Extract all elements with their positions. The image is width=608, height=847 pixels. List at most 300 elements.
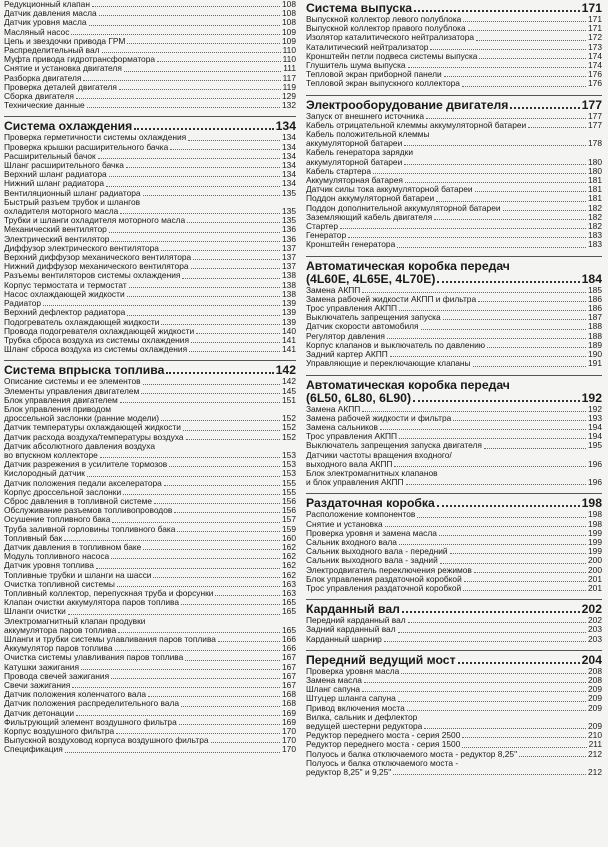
toc-entry[interactable] [306,222,602,231]
toc-entry-page: 156 [282,505,296,516]
toc-entry-title: Замена АКПП [306,284,361,295]
toc-entry[interactable] [4,290,296,299]
toc-entry-page: 152 [282,413,296,424]
dot-leader [170,149,280,150]
dot-leader [406,484,586,485]
toc-entry-page: 182 [588,221,602,232]
section-auto1-title[interactable]: Автоматическая коробка передач [306,256,602,273]
section-auto1-subtitle: (4L60E, 4L65E, 4L70E) 184 [306,271,602,286]
toc-entry-page: 141 [282,334,296,345]
dot-leader [426,118,586,119]
toc-entry-title: Кислородный датчик [4,468,85,479]
dot-leader [407,710,586,711]
toc-entry-title: аккумулятора паров топлива [4,624,117,635]
toc-entry[interactable] [306,359,602,368]
toc-entry-title: Элементы управления двигателем [4,385,140,396]
toc-entry-title: Электромагнитный клапан продувки [4,615,146,626]
dot-leader [478,301,586,302]
toc-entry-title: Сборка двигателя [4,91,74,102]
dot-leader [362,411,586,412]
toc-entry-page: 108 [282,17,296,28]
section-front-axle[interactable]: Передний ведущий мост 204 [306,650,602,667]
toc-entry-title: Шланг сапуна [306,684,361,695]
dot-leader [384,641,586,642]
toc-entry-title: Вилка, сальник и дефлектор [306,711,418,722]
toc-entry-title: Описание системы и ее элементов [4,376,141,387]
toc-entry-title: Клапан очистки аккумулятора паров топлива [4,597,180,608]
toc-entry-page: 193 [588,412,602,423]
dot-leader [424,728,586,729]
toc-entry-title: Замена сальников [306,421,379,432]
toc-entry-page: 165 [282,624,296,635]
dot-leader [161,250,280,251]
toc-entry-title: Кабель генератора зарядки [306,147,414,158]
toc-entry-title: Обслуживание разъемов топливопроводов [4,505,173,516]
toc-entry-page: 183 [588,230,602,241]
toc-entry-title: Технические данные [4,100,85,111]
toc-entry-title: Передний карданный вал [306,615,406,626]
dot-leader [364,682,586,683]
toc-entry-title: Генератор [306,230,347,241]
toc-entry-title: Замена рабочей жидкости и фильтра [306,412,452,423]
toc-entry-title: Радиатор [4,298,42,309]
toc-entry[interactable] [306,584,602,593]
toc-entry[interactable] [306,478,602,487]
toc-entry-page: 167 [282,680,296,691]
toc-entry-page: 167 [282,661,296,672]
toc-entry-title: Разъемы вентиляторов системы охлаждения [4,270,181,281]
dot-leader [129,287,280,288]
dot-leader [393,774,586,775]
toc-entry-page: 169 [282,707,296,718]
toc-entry-page: 134 [282,160,296,171]
dot-leader [126,167,280,168]
toc-entry-page: 108 [282,0,296,9]
dot-leader [127,315,280,316]
toc-entry-page: 172 [588,32,602,43]
dot-leader [127,43,280,44]
dot-leader [528,127,586,128]
dot-leader [120,213,280,214]
dot-leader [399,310,586,311]
toc-entry-title: Датчик давления масла [4,8,97,19]
dot-leader [398,632,586,633]
dot-leader [76,98,280,99]
dot-leader [65,752,280,753]
toc-entry-title: и блок управления АКПП [306,477,404,488]
toc-entry-title: Датчик давления в топливном баке [4,541,142,552]
toc-entry-title: Провода свечей зажигания [4,670,110,681]
toc-entry-page: 188 [588,321,602,332]
toc-entry-page: 209 [588,684,602,695]
toc-entry-page: 135 [282,215,296,226]
toc-entry-title: Датчик уровня топлива [4,560,94,571]
dot-leader [111,241,280,242]
toc-entry-title: Блок управления раздаточной коробкой [306,573,462,584]
dot-leader [404,164,586,165]
toc-entry[interactable] [306,635,602,644]
dot-leader [405,182,586,183]
dot-leader [81,669,280,670]
toc-entry-page: 183 [588,239,602,250]
toc-entry-page: 163 [282,578,296,589]
dot-leader [380,429,586,430]
group-cooling [4,133,296,354]
toc-entry-page: 174 [588,50,602,61]
toc-entry-title: Сброс давления в топливной системе [4,495,153,506]
dot-leader [348,237,586,238]
toc-entry-page: 169 [282,716,296,727]
toc-entry-title: Датчик разрежения в усилителе тормозов [4,459,168,470]
dot-leader [473,366,586,367]
dot-leader [462,737,586,738]
toc-entry-title: Поддон аккумуляторной батареи [306,193,435,204]
toc-entry-title: Редуктор переднего моста - серия 1500 [306,739,461,750]
dot-leader [174,512,280,513]
toc-entry-page: 181 [588,184,602,195]
toc-entry-page: 138 [282,288,296,299]
dot-leader [340,228,586,229]
toc-entry-title: Проверка уровня масла [306,665,400,676]
toc-entry-title: Проверка уровня и замена масла [306,527,437,538]
dot-leader [373,173,586,174]
dot-leader [68,614,280,615]
toc-entry-title: Модуль топливного насоса [4,551,110,562]
toc-entry-page: 137 [282,242,296,253]
toc-entry-title: Сальник выходного вала - задний [306,555,438,566]
dot-leader [464,581,586,582]
dot-leader [71,34,280,35]
section-fuel[interactable]: Система впрыска топлива 142 [4,360,296,377]
toc-entry[interactable] [4,745,296,754]
dot-leader [148,696,280,697]
toc-entry-page: 203 [588,633,602,644]
toc-entry-title: Очистка системы улавливания паров топлива [4,652,184,663]
toc-entry-page: 182 [588,211,602,222]
toc-entry-title: Топливный бак [4,532,63,543]
toc-entry-page: 209 [588,693,602,704]
section-exhaust[interactable]: Система выпуска 171 [306,1,602,15]
dot-leader [102,52,281,53]
toc-entry-title: Труба заливной горловины топливного бака [4,523,176,534]
dot-leader [439,535,586,536]
toc-entry-page: 192 [588,403,602,414]
dot-leader [189,351,280,352]
group-electrical [306,112,602,250]
dot-leader [182,278,280,279]
toc-entry-title: Замена рабочей жидкости АКПП и фильтра [306,293,477,304]
toc-entry-page: 173 [588,41,602,52]
dot-leader [123,494,280,495]
toc-entry-page: 167 [282,670,296,681]
toc-entry-page: 167 [282,652,296,663]
dot-leader [193,259,280,260]
toc-entry-page: 177 [588,110,602,121]
dot-leader [72,687,280,688]
toc-entry-title: Датчик положения распределительного вала [4,698,180,709]
dot-leader [443,319,586,320]
toc-entry-title: Корпус клапанов и выключатель по давлению [306,339,486,350]
toc-entry-page: 165 [282,597,296,608]
toc-entry-page: 180 [588,165,602,176]
dot-leader [215,595,280,596]
toc-entry-title: Выпускной коллектор левого полублока [306,14,462,24]
dot-leader [186,439,280,440]
dot-leader [181,604,280,605]
dot-leader [181,706,280,707]
toc-entry-page: 189 [588,339,602,350]
toc-entry-page: 151 [282,394,296,405]
toc-entry-title: Датчик температуры охлаждающей жидкости [4,422,181,433]
toc-entry-page: 181 [588,175,602,186]
toc-entry-title: Редуктор переднего моста - серия 2500 [306,730,461,741]
toc-entry-title: Каталитический нейтрализатор [306,41,429,52]
dot-leader [143,549,280,550]
toc-entry-page: 117 [282,72,296,83]
section-driveshaft[interactable]: Карданный вал 202 [306,599,602,616]
toc-entry-title: Задний карданный вал [306,624,396,635]
toc-entry-page: 171 [588,14,602,24]
toc-entry-page: 155 [282,477,296,488]
toc-entry-page: 153 [282,468,296,479]
toc-entry-page: 208 [588,665,602,676]
toc-entry-title: Трос управления раздаточной коробкой [306,582,462,593]
dot-leader [96,568,280,569]
toc-entry-page: 196 [588,477,602,488]
toc-entry-title: Расположение компонентов [306,509,416,520]
toc-entry-page: 182 [588,202,602,213]
toc-entry-title: Аккумуляторная батарея [306,175,403,186]
dot-leader [487,347,586,348]
toc-entry-page: 185 [588,284,602,295]
toc-entry-title: Муфта привода гидротрансформатора [4,54,156,65]
dot-leader [141,393,280,394]
toc-entry-title: Датчик силы тока аккумуляторной батареи [306,184,473,195]
dot-leader [143,384,280,385]
section-auto2-subtitle: (6L50, 6L80, 6L90) 192 [306,390,602,405]
section-cooling[interactable]: Система охлаждения 134 [4,116,296,133]
toc-entry-title: Нижний диффузор механического вентилятора [4,261,189,272]
dot-leader [187,222,280,223]
dot-leader [211,742,281,743]
toc-entry-title: ведущей шестерни редуктора [306,720,423,731]
dot-leader [161,324,280,325]
dot-leader [111,558,280,559]
dot-leader [404,145,586,146]
toc-entry-title: дроссельной заслонки (ранние модели) [4,413,159,424]
dot-leader [430,49,586,50]
toc-entry-title: аккумуляторной батареи [306,138,403,149]
toc-entry-page: 170 [282,726,296,737]
toc-entry-title: Задний картер АКПП [306,349,388,360]
toc-entry-page: 168 [282,689,296,700]
dot-leader [440,563,586,564]
dot-leader [164,485,280,486]
toc-entry-title: Привод включения моста [306,702,405,713]
dot-leader [179,724,280,725]
toc-entry[interactable] [4,345,296,354]
dot-leader [462,86,586,87]
toc-entry-page: 134 [282,169,296,180]
toc-entry-title: Шланг расширительного бачка [4,160,124,171]
toc-entry-title: Трос управления АКПП [306,431,397,442]
dot-leader [92,6,280,7]
toc-entry-title: Электродвигатель переключения режимов [306,564,472,575]
toc-entry[interactable] [4,101,296,110]
toc-entry-page: 138 [282,279,296,290]
dot-leader [444,76,586,77]
dot-leader [118,632,280,633]
toc-entry-title: Замена масла [306,674,362,685]
toc-entry-page: 140 [282,325,296,336]
dot-leader [450,553,586,554]
toc-entry-page: 136 [282,224,296,235]
toc-entry-page: 180 [588,156,602,167]
dot-leader [453,420,586,421]
toc-entry-page: 187 [588,312,602,323]
toc-entry-page: 138 [282,270,296,281]
dot-leader [417,517,586,518]
toc-entry-title: Верхний дефлектор радиатора [4,307,126,318]
dot-leader [463,590,586,591]
toc-entry-title: Блок управления приводом [4,403,112,414]
group-auto2 [306,405,602,488]
toc-entry-title: Полуось и балка отключаемого моста - [306,757,459,768]
dot-leader [401,673,586,674]
dot-leader [76,715,280,716]
dot-leader [421,329,586,330]
toc-entry-page: 108 [282,8,296,19]
toc-entry-page: 186 [588,303,602,314]
toc-entry-page: 166 [282,643,296,654]
toc-entry-page: 162 [282,551,296,562]
toc-entry-title: Верхний диффузор механического вентилятора [4,252,192,263]
dot-leader [112,522,280,523]
section-electrical[interactable]: Электрооборудование двигателя 177 [306,95,602,112]
toc-entry-page: 200 [588,555,602,566]
toc-entry-page: 139 [282,307,296,318]
dot-leader [183,430,280,431]
toc-entry-page: 111 [283,63,296,74]
toc-entry-page: 209 [588,720,602,731]
dot-leader [115,650,280,651]
toc-entry-page: 137 [282,261,296,272]
group-auto1 [306,286,602,369]
toc-entry-title: Спецификация [4,744,63,755]
dot-leader [87,476,280,477]
toc-entry-title: Заземляющий кабель двигателя [306,211,433,222]
toc-entry-page: 212 [588,767,602,777]
dot-leader [106,186,280,187]
toc-entry-page: 134 [282,141,296,152]
section-transfer[interactable]: Раздаточная коробка 198 [306,493,602,510]
dot-leader [117,586,280,587]
toc-entry-page: 170 [282,735,296,746]
toc-entry-title: Трубки и шланги охладителя моторного масла [4,215,186,226]
toc-entry-page: 199 [588,536,602,547]
dot-leader [408,622,586,623]
dot-leader [394,466,586,467]
toc-entry-title: Датчик скорости автомобиля [306,321,419,332]
dot-leader [100,457,280,458]
toc-entry[interactable] [306,79,602,88]
dot-leader [387,338,586,339]
toc-entry-page: 209 [588,702,602,713]
toc-entry-title: Выключатель запрещения запуска [306,312,441,323]
toc-entry-title: Фильтрующий элемент воздушного фильтра [4,716,177,727]
toc-entry-page: 134 [282,178,296,189]
toc-entry-page: 153 [282,449,296,460]
toc-entry[interactable] [306,240,602,249]
toc-entry-title: Датчик положения педали акселератора [4,477,162,488]
toc-entry-page: 165 [282,606,296,617]
dot-leader [468,30,586,31]
toc-entry[interactable] [306,213,602,222]
dot-leader [434,219,586,220]
group-transfer [306,510,602,593]
group-exhaust [306,15,602,89]
toc-entry-title: Электрический вентилятор [4,233,110,244]
toc-entry-title: Выпускной коллектор правого полублока [306,23,466,34]
toc-entry-title: Изолятор каталитического нейтрализатора [306,32,475,43]
toc-entry-title: Тепловой экран приборной панели [306,69,442,80]
dot-leader [385,526,586,527]
toc-entry-page: 203 [588,624,602,635]
toc-entry-title: Датчик расхода воздуха/температуры воздуха [4,431,184,442]
toc-entry-page: 170 [282,744,296,755]
toc-entry-title: аккумуляторной батареи [306,156,403,167]
dot-leader [64,540,280,541]
dot-leader [143,195,280,196]
dot-leader [161,420,280,421]
toc-entry-title: Шланги и трубки системы улавливания паров топлива [4,634,216,644]
toc-entry-page: 139 [282,316,296,327]
toc-entry[interactable] [306,768,602,777]
dot-leader [116,733,280,734]
toc-entry-page: 119 [282,81,296,92]
dot-leader [479,58,586,59]
toc-entry-title: Верхний шланг радиатора [4,169,107,180]
group-driveshaft [306,616,602,644]
toc-entry-page: 139 [282,298,296,309]
toc-entry-title: Редукционный клапан [4,0,90,9]
toc-entry-title: Масляный насос [4,26,70,37]
toc-entry-page: 176 [588,78,602,89]
toc-entry-title: Аккумулятор паров топлива [4,643,113,654]
toc-entry-page: 190 [588,349,602,360]
toc-entry-page: 145 [282,385,296,396]
toc-entry-page: 188 [588,330,602,341]
dot-leader [154,503,280,504]
dot-leader [519,756,586,757]
dot-leader [390,356,586,357]
toc-entry-page: 211 [588,739,602,750]
toc-entry-page: 109 [282,35,296,46]
toc-entry-page: 137 [282,252,296,263]
toc-entry-title: Поддон дополнительной аккумуляторной батареи [306,202,501,213]
toc-entry-page: 176 [588,69,602,80]
toc-entry-page: 152 [282,431,296,442]
dot-leader [109,176,280,177]
dot-leader [185,660,280,661]
dot-leader [119,89,281,90]
toc-entry-title: Регулятор давления [306,330,385,341]
toc-entry-title: Проверка деталей двигателя [4,81,117,92]
dot-leader [153,577,280,578]
toc-entry-title: Трубка сброса воздуха из системы охлаждения [4,334,190,345]
section-auto2-title[interactable]: Автоматическая коробка передач [306,375,602,392]
toc-entry-page: 163 [282,587,296,598]
